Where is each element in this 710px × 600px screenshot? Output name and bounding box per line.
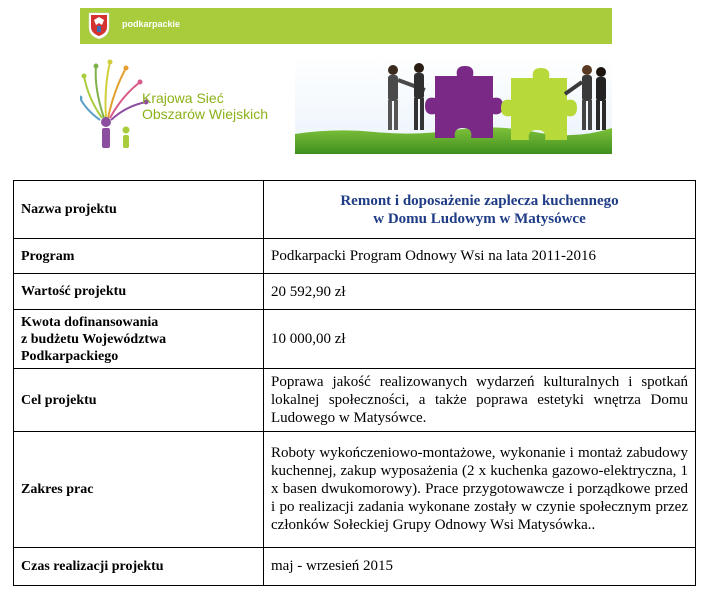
funding-label-line-2: z budżetu Województwa xyxy=(21,331,167,347)
program-value: Podkarpacki Program Odnowy Wsi na lata 2011-2016 xyxy=(264,239,696,274)
ksow-logo-text xyxy=(142,90,268,122)
funding-label-line-1: Kwota dofinansowania xyxy=(21,314,159,330)
header-banner xyxy=(80,8,612,44)
ksow-logo-icon xyxy=(80,58,150,150)
coat-of-arms-icon xyxy=(88,12,110,40)
logo-line-1: Krajowa Sieć xyxy=(142,90,224,106)
row-label-zakres-prac: Zakres prac xyxy=(14,431,264,547)
green-puzzle-piece xyxy=(501,68,577,140)
project-goal-value: Poprawa jakość realizowanych wydarzeń kulturalnych i spotkań lokalnej społeczności, a także poprawa estetyki wnętrza Domu Ludowego w Matysówce. xyxy=(264,369,696,431)
table-row xyxy=(14,431,696,547)
project-value-amount: 20 592,90 zł xyxy=(264,274,696,310)
realization-time-value: maj - wrzesień 2015 xyxy=(264,547,696,585)
row-label-nazwa-projektu: Nazwa projektu xyxy=(14,181,264,239)
table-row xyxy=(14,310,696,369)
row-label-program: Program xyxy=(14,239,264,274)
table-row xyxy=(14,274,696,310)
row-label-kwota-dofinansowania xyxy=(14,310,264,369)
table-row xyxy=(14,547,696,585)
project-name-line-2: w Domu Ludowym w Matysówce xyxy=(373,210,586,227)
puzzle-team-illustration xyxy=(295,56,612,154)
ksow-logo-area xyxy=(78,56,612,154)
project-name-value xyxy=(264,181,696,239)
row-label-wartosc-projektu: Wartość projektu xyxy=(14,274,264,310)
table-row xyxy=(14,369,696,431)
funding-label-line-3: Podkarpackiego xyxy=(21,348,119,364)
funding-amount-value: 10 000,00 zł xyxy=(264,310,696,369)
purple-puzzle-piece xyxy=(425,66,503,138)
row-label-czas-realizacji: Czas realizacji projektu xyxy=(14,547,264,585)
project-name-line-1: Remont i doposażenie zaplecza kuchennego xyxy=(340,192,619,209)
row-label-cel-projektu: Cel projektu xyxy=(14,369,264,431)
project-info-table xyxy=(13,180,696,586)
table-row xyxy=(14,239,696,274)
scope-of-work-value: Roboty wykończeniowo-montażowe, wykonanie i montaż zabudowy kuchennej, zakup wyposażenia (2 x kuchenka gazowo-elektryczna, 1 x basen dwukomorowy). Prace przygotowawcze i porządkowe przed i po realizacji zadania wykonane zostały w czynie społecznym przez członków Sołeckiej Grupy Odnowy Wsi Matysówka.. xyxy=(264,431,696,547)
table-row xyxy=(14,181,696,239)
logo-line-2: Obszarów Wiejskich xyxy=(142,106,269,122)
banner-label[interactable]: podkarpackie xyxy=(122,19,181,29)
